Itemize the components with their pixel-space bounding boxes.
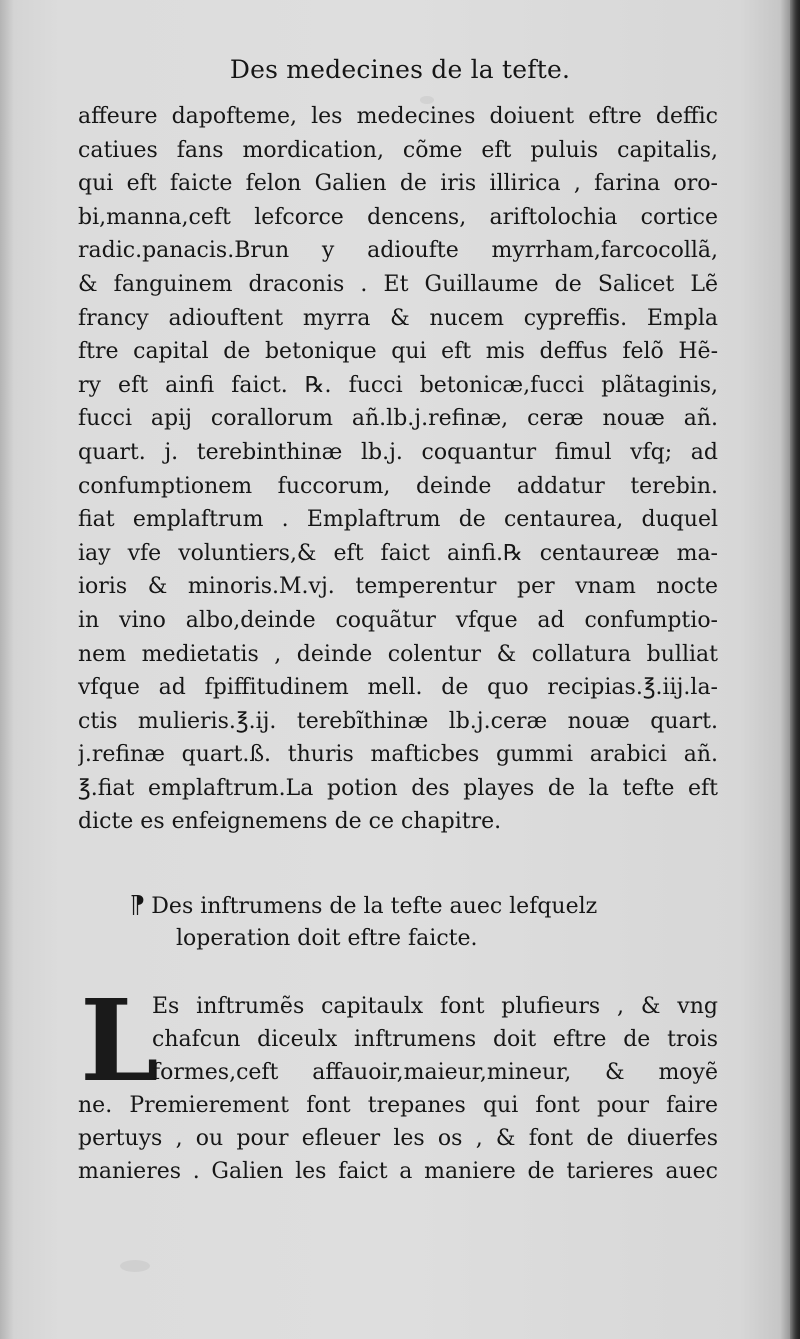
- pilcrow-icon: ¶: [130, 891, 146, 919]
- text-line: ne. Premierement font trepanes qui font pour faire: [78, 1093, 718, 1118]
- text-line: qui eft faicte felon Galien de iris illirica , farina oro-: [78, 171, 718, 197]
- text-line: bi,manna,ceft lefcorce dencens, ariftolochia cortice: [78, 204, 718, 230]
- paragraph-2: [78, 976, 718, 1188]
- text-line: affeure dapofteme, les medecines doiuent eftre deffic: [78, 104, 718, 129]
- text-line: ioris & minoris.M.vj. temperentur per vnam nocte: [78, 574, 718, 600]
- page-edge-shadow: [790, 0, 800, 1339]
- text-line: & fanguinem draconis . Et Guillaume de Salicet Lẽ: [78, 271, 718, 297]
- text-line: fiat emplaftrum . Emplaftrum de centaurea, duquel: [78, 507, 718, 533]
- text-line: ftre capital de betonique qui eft mis deffus felõ Hẽ-: [78, 339, 718, 365]
- text-line: iay vfe voluntiers,& eft faict ainfi.℞ centaureæ ma-: [78, 540, 718, 566]
- drop-cap: L: [80, 976, 159, 1107]
- text-line: in vino albo,deinde coquãtur vfque ad confumptio-: [78, 607, 718, 633]
- text-line: ry eft ainfi faict. ℞. fucci betonicæ,fucci plãtaginis,: [78, 372, 718, 398]
- text-line: manieres . Galien les faict a maniere de tarieres auec: [78, 1159, 718, 1184]
- text-line: nem medietatis , deinde colentur & collatura bulliat: [78, 641, 718, 667]
- text-line: confumptionem fuccorum, deinde addatur terebin.: [78, 473, 718, 499]
- text-line: ctis mulieris.℥.ij. terebĩthinæ lb.j.ceræ nouæ quart.: [78, 708, 718, 734]
- text-line: Es inftrumẽs capitaulx font plufieurs , & vng: [152, 994, 718, 1019]
- text-line: j.refinæ quart.ß. thuris mafticbes gummi arabici añ.: [78, 742, 718, 768]
- text-line: pertuys , ou pour efleuer les os , & font de diuerfes: [78, 1126, 718, 1151]
- text-line: fucci apij corallorum añ.lb.j.refinæ, ceræ nouæ añ.: [78, 406, 718, 432]
- text-line: francy adiouftent myrra & nucem cypreffis. Empla: [78, 305, 718, 331]
- paragraph-1: [78, 100, 718, 839]
- text-line: ℥.fiat emplaftrum.La potion des playes de la tefte eft: [78, 775, 718, 801]
- section-heading-line-2: loperation doit eftre faicte.: [176, 926, 478, 951]
- text-line: formes,ceft affauoir,maieur,mineur, & moyẽ: [152, 1060, 718, 1085]
- text-line: chafcun diceulx inftrumens doit eftre de trois: [152, 1027, 718, 1052]
- section-heading: [130, 888, 650, 956]
- text-line: radic.panacis.Brun y adioufte myrrham,farcocollã,: [78, 238, 718, 264]
- text-line: quart. j. terebinthinæ lb.j. coquantur fimul vfq; ad: [78, 439, 718, 465]
- text-line: catiues fans mordication, cõme eft puluis capitalis,: [78, 137, 718, 163]
- text-line: vfque ad fpiffitudinem mell. de quo recipias.℥.iij.la-: [78, 675, 718, 701]
- text-line: dicte es enfeignemens de ce chapitre.: [78, 809, 502, 835]
- running-head: Des medecines de la tefte.: [229, 55, 571, 84]
- section-heading-line-1: Des inftrumens de la tefte auec lefquelz: [151, 894, 598, 919]
